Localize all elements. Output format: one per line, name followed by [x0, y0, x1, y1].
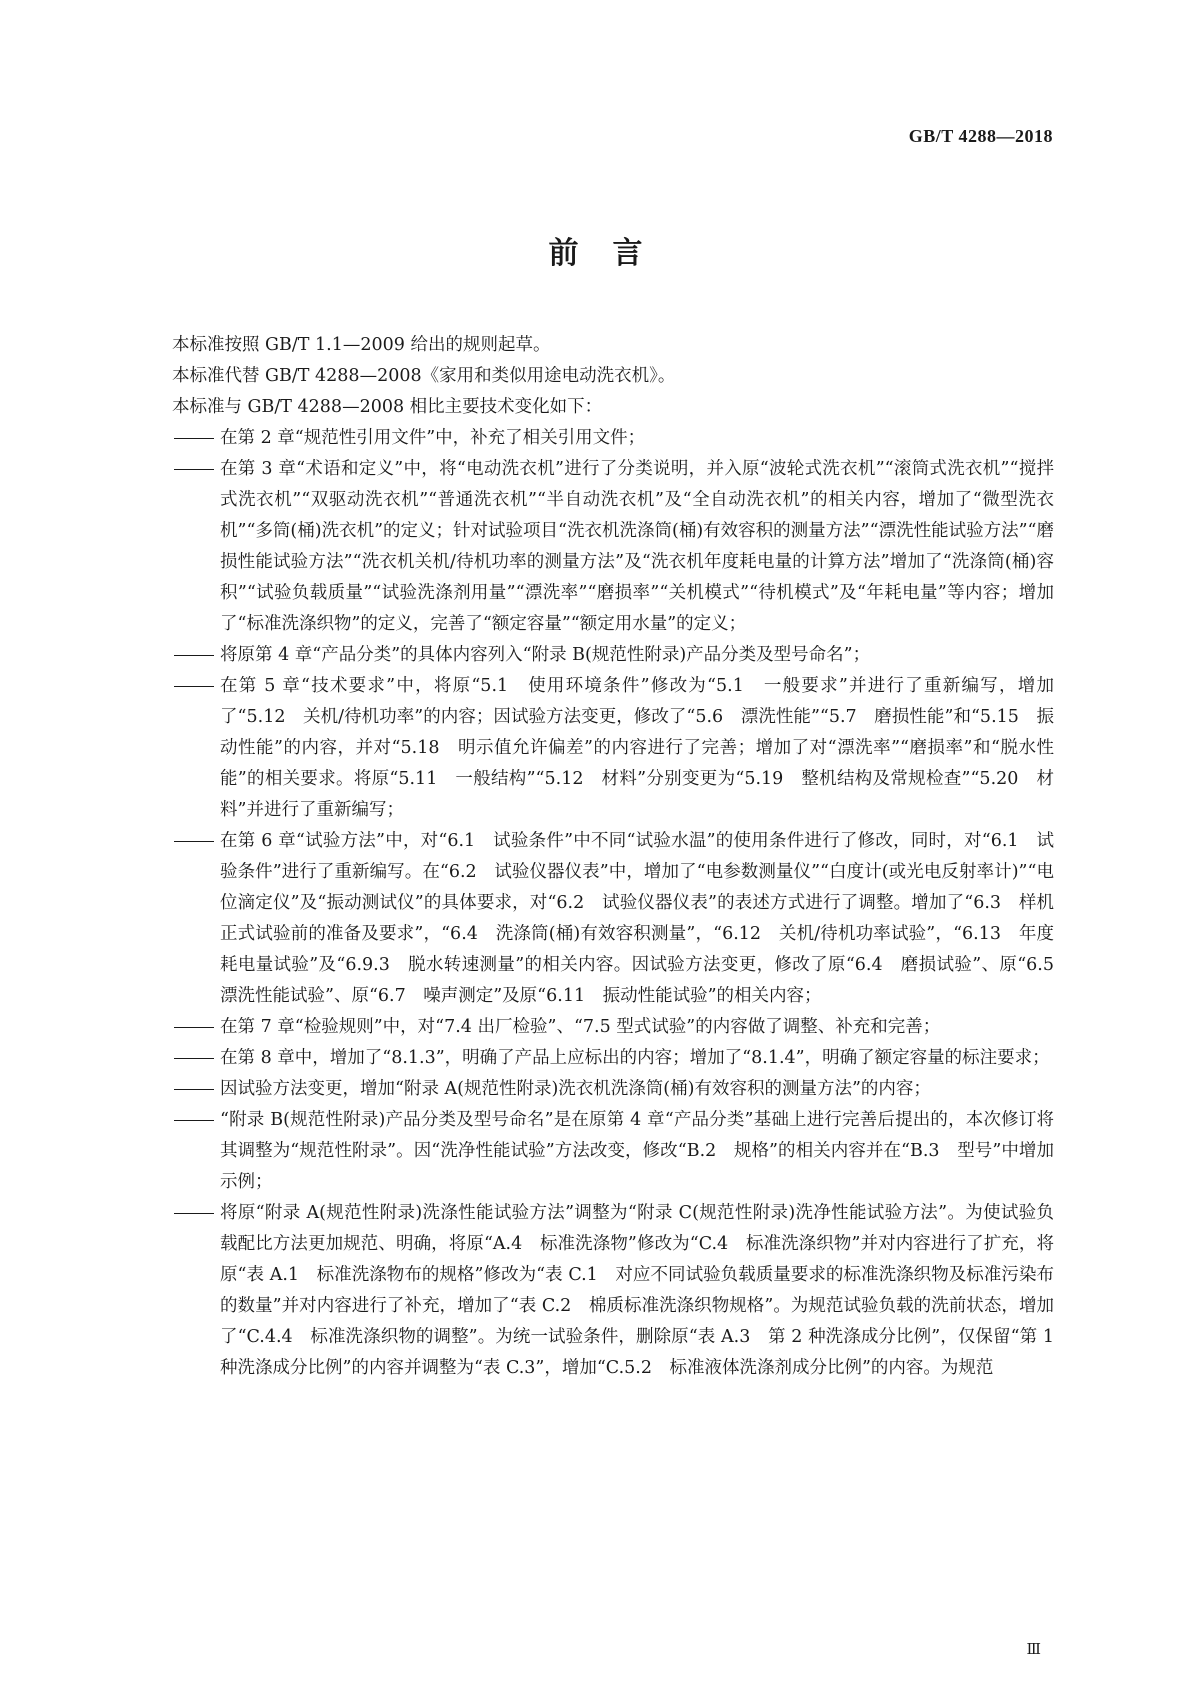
intro-line-changes-heading: 本标准与 GB/T 4288—2008 相比主要技术变化如下： — [172, 397, 603, 417]
change-item — [172, 1198, 1054, 1384]
change-item-text: 在第 3 章“术语和定义”中，将“电动洗衣机”进行了分类说明，并入原“波轮式洗衣机”“滚筒式洗衣机”“搅拌式洗衣机”“双驱动洗衣机”“普通洗衣机”“半自动洗衣机”及“全自动洗衣机”的相关内容，增加了“微型洗衣机”“多筒(桶)洗衣机”的定义；针对试验项目“洗衣机洗涤筒(桶)有效容积的测量方法”“漂洗性能试验方法”“磨损性能试验方法”“洗衣机关机/待机功率的测量方法”及“洗衣机年度耗电量的计算方法”增加了“洗涤筒(桶)容积”“试验负载质量”“试验洗涤剂用量”“漂洗率”“磨损率”“关机模式”“待机模式”及“年耗电量”等内容；增加了“标准洗涤织物”的定义，完善了“额定容量”“额定用水量”的定义； — [220, 459, 1054, 634]
change-item — [172, 826, 1072, 1012]
change-item-text: 因试验方法变更，增加“附录 A(规范性附录)洗衣机洗涤筒(桶)有效容积的测量方法”的内容； — [220, 1079, 931, 1099]
change-item-text: 在第 7 章“检验规则”中，对“7.4 出厂检验”、“7.5 型式试验”的内容做了调整、补充和完善； — [220, 1017, 941, 1037]
change-item — [172, 454, 1054, 640]
foreword-body — [172, 330, 1072, 1384]
change-item — [172, 1043, 1054, 1074]
page-title: 前言 — [548, 236, 677, 271]
page-number: Ⅲ — [1026, 1642, 1041, 1658]
change-item — [172, 640, 1054, 671]
change-item — [172, 1074, 1054, 1105]
change-item — [172, 1105, 1054, 1198]
change-item-text: 将原“附录 A(规范性附录)洗涤性能试验方法”调整为“附录 C(规范性附录)洗净性能试验方法”。为使试验负载配比方法更加规范、明确，将原“A.4 标准洗涤物”修改为“C.4 标准洗涤织物”并对内容进行了扩充，将原“表 A.1 标准洗涤物布的规格”修改为“表 C.1 对应不同试验负载质量要求的标准洗涤织物及标准污染布的数量”并对内容进行了补充，增加了“表 C.2 棉质标准洗涤织物规格”。为规范试验负载的洗前状态，增加了“C.4.4 标准洗涤织物的调整”。为统一试验条件，删除原“表 A.3 第 2 种洗涤成分比例”，仅保留“第 1 种洗涤成分比例”的内容并调整为“表 C.3”，增加“C.5.2 标准液体洗涤剂成分比例”的内容。为规范 — [220, 1203, 1054, 1378]
intro-line-replaces: 本标准代替 GB/T 4288—2008《家用和类似用途电动洗衣机》。 — [172, 366, 676, 386]
change-item — [172, 423, 1054, 454]
standard-code: GB/T 4288—2018 — [908, 126, 1053, 146]
change-item-text: 在第 6 章“试验方法”中，对“6.1 试验条件”中不同“试验水温”的使用条件进行了修改，同时，对“6.1 试验条件”进行了重新编写。在“6.2 试验仪器仪表”中，增加了“电参数测量仪”“白度计(或光电反射率计)”“电位滴定仪”及“振动测试仪”的具体要求，对“6.2 试验仪器仪表”的表述方式进行了调整。增加了“6.3 样机正式试验前的准备及要求”，“6.4 洗涤筒(桶)有效容积测量”，“6.12 关机/待机功率试验”，“6.13 年度耗电量试验”及“6.9.3 脱水转速测量”的相关内容。因试验方法变更，修改了原“6.4 磨损试验”、原“6.5 漂洗性能试验”、原“6.7 噪声测定”及原“6.11 振动性能试验”的相关内容； — [220, 831, 1072, 1006]
change-item — [172, 671, 1054, 826]
change-item-text: 在第 5 章“技术要求”中，将原“5.1 使用环境条件”修改为“5.1 一般要求”并进行了重新编写，增加了“5.12 关机/待机功率”的内容；因试验方法变更，修改了“5.6 漂洗性能”“5.7 磨损性能”和“5.15 振动性能”的内容，并对“5.18 明示值允许偏差”的内容进行了完善；增加了对“漂洗率”“磨损率”和“脱水性能”的相关要求。将原“5.11 一般结构”“5.12 材料”分别变更为“5.19 整机结构及常规检查”“5.20 材料”并进行了重新编写； — [220, 676, 1054, 820]
change-item — [172, 1012, 1054, 1043]
change-item-text: “附录 B(规范性附录)产品分类及型号命名”是在原第 4 章“产品分类”基础上进行完善后提出的，本次修订将其调整为“规范性附录”。因“洗净性能试验”方法改变，修改“B.2 规格”的相关内容并在“B.3 型号”中增加示例； — [220, 1110, 1054, 1192]
intro-line-drafting-rules: 本标准按照 GB/T 1.1—2009 给出的规则起草。 — [172, 335, 551, 355]
change-item-text: 将原第 4 章“产品分类”的具体内容列入“附录 B(规范性附录)产品分类及型号命名”； — [220, 645, 871, 665]
change-item-text: 在第 2 章“规范性引用文件”中，补充了相关引用文件； — [220, 428, 646, 448]
change-item-text: 在第 8 章中，增加了“8.1.3”，明确了产品上应标出的内容；增加了“8.1.4”，明确了额定容量的标注要求； — [220, 1048, 1050, 1068]
